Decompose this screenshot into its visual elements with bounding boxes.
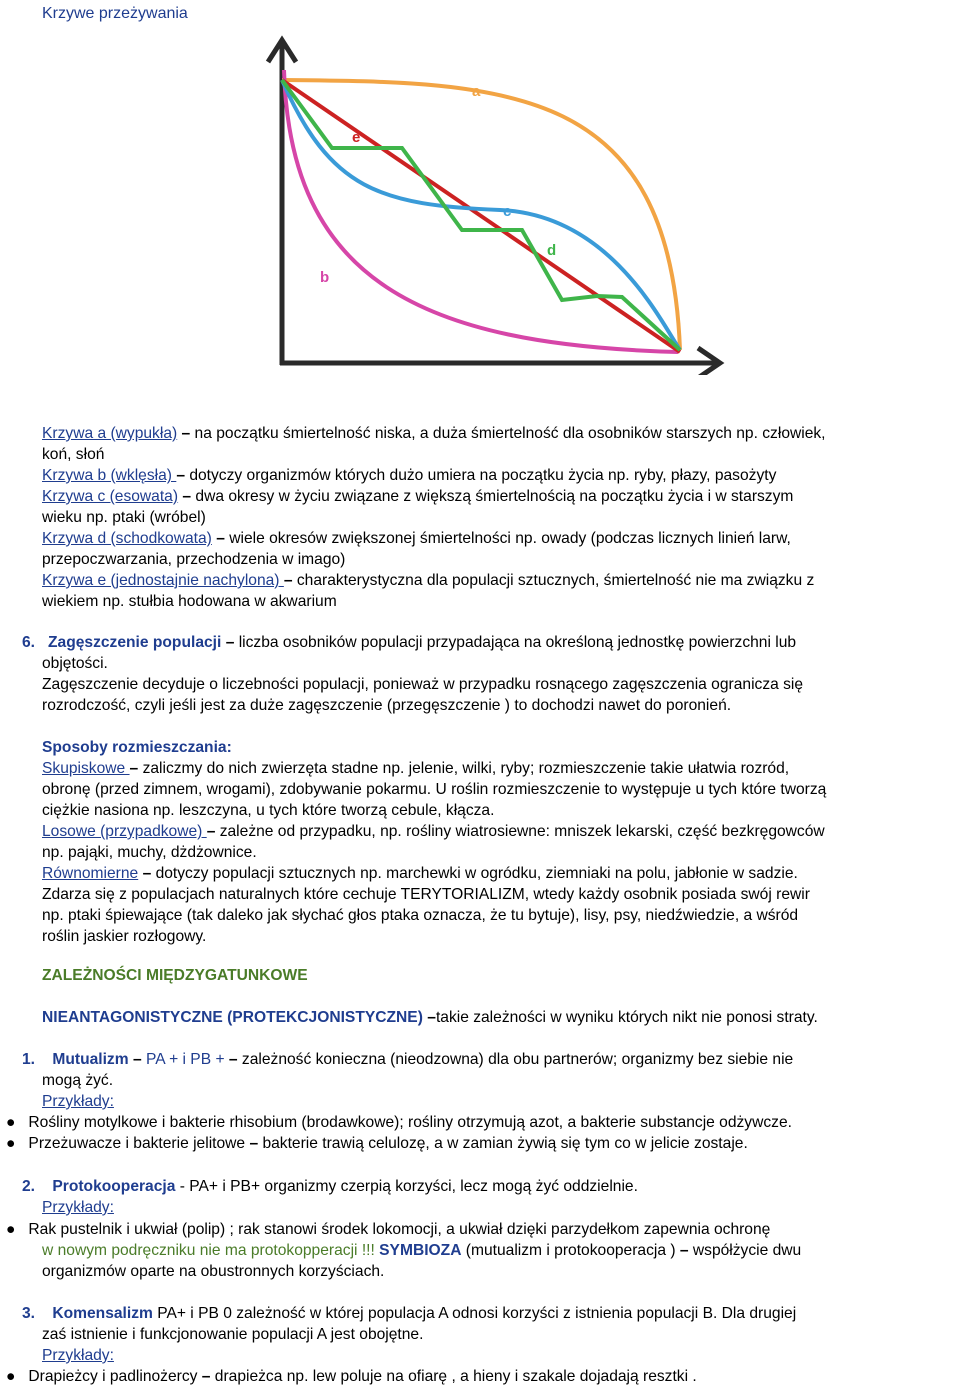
curve-c-term: Krzywa c (esowata): [42, 488, 179, 505]
protocoop-number: 2.: [22, 1178, 36, 1195]
commensal-cont: zaś istnienie i funkcjonowanie populacji A jest obojętne.: [42, 1326, 424, 1343]
bullet-icon: ●: [6, 1221, 16, 1238]
survival-curves-chart: [260, 30, 730, 375]
nonantagonistic-term: NIEANTAGONISTYCZNE (PROTEKCJONISTYCZNE): [42, 1009, 428, 1026]
mutualism-cont: mogą żyć.: [42, 1072, 114, 1089]
commensal-line: 3. Komensalizm PA+ i PB 0 zależność w której populacja A odnosi korzyści z istnienia populacji B. Dla drugiej: [22, 1305, 797, 1322]
protocoop-examples-label: Przykłady:: [42, 1199, 114, 1216]
curve-d-term: Krzywa d (schodkowata): [42, 530, 212, 547]
protocoop-example-1: ● Rak pustelnik i ukwiał (polip) ; rak stanowi środek lokomocji, a ukwiał dzięki parzydełkom zapewnia ochronę: [6, 1221, 771, 1238]
curve-e: [282, 80, 680, 352]
curve-c-cont: wieku np. ptaki (wróbel): [42, 509, 206, 526]
curve-label-d: d: [547, 242, 557, 259]
mutualism-example-1: ● Rośliny motylkowe i bakterie rhisobium (brodawkowe); rośliny otrzymują azot, a bakterie substancje odżywcze.: [6, 1114, 792, 1131]
curve-label-b: b: [320, 269, 330, 286]
mutualism-line: 1. Mutualizm – PA + i PB + – zależność konieczna (nieodzowna) dla obu partnerów; organizmy bez siebie nie: [22, 1051, 794, 1068]
clumped-line: Skupiskowe – zaliczmy do nich zwierzęta stadne np. jelenie, wilki, ryby; rozmieszczenie takie ułatwia rozród,: [42, 760, 790, 777]
clumped-term: Skupiskowe: [42, 760, 130, 777]
curve-c-line: Krzywa c (esowata) – dwa okresy w życiu związane z większą śmiertelnością na początku życia i w starszym: [42, 488, 794, 505]
curve-a-cont: koń, słoń: [42, 446, 105, 463]
curve-label-e: e: [352, 129, 361, 146]
mutualism-number: 1.: [22, 1051, 36, 1068]
bullet-icon: ●: [6, 1114, 16, 1131]
curve-d-line: Krzywa d (schodkowata) – wiele okresów zwiększonej śmiertelności np. owady (podczas licznych linień larw,: [42, 530, 791, 547]
curve-label-c: c: [503, 203, 512, 220]
uniform-line-4: roślin jaskier rozłogowy.: [42, 928, 207, 945]
page-title: Krzywe przeżywania: [42, 5, 188, 22]
mutualism-example-2: ● Przeżuwacze i bakterie jelitowe – bakterie trawią celulozę, a w zamian żywią się tym co w jelicie zostaje.: [6, 1135, 748, 1152]
clumped-line-3: ciężkie nasiona np. leszczyna, u tych które tworzą cebule, kłącza.: [42, 802, 495, 819]
section-6-cont: objętości.: [42, 655, 108, 672]
curve-e-term: Krzywa e (jednostajnie nachylona): [42, 572, 284, 589]
commensal-examples-label: Przykłady:: [42, 1347, 114, 1364]
bullet-icon: ●: [6, 1368, 16, 1385]
curve-label-a: a: [472, 83, 481, 100]
curve-b-line: Krzywa b (wklęsła) – dotyczy organizmów których dużo umiera na początku życia np. ryby, płazy, pasożyty: [42, 467, 777, 484]
section-6-number: 6.: [22, 634, 36, 651]
commensal-number: 3.: [22, 1305, 36, 1322]
symbiosis-cont: organizmów oparte na obustronnych korzyściach.: [42, 1263, 385, 1280]
uniform-line-3: np. ptaki śpiewające (tak daleko jak słychać głos ptaka oznacza, że tu bytuje), lisy, psy, niedźwiedzie, a wśród: [42, 907, 799, 924]
interspecies-heading: ZALEŻNOŚCI MIĘDZYGATUNKOWE: [42, 967, 308, 984]
curve-e-line: Krzywa e (jednostajnie nachylona) – charakterystyczna dla populacji sztucznych, śmiertelność nie ma związku z: [42, 572, 815, 589]
clumped-line-2: obronę (przed zimnem, wrogami), zdobywanie pokarmu. U roślin rozmieszczenie to występuje u tych które tworzą: [42, 781, 827, 798]
random-line: Losowe (przypadkowe) – zależne od przypadku, np. rośliny wiatrosiewne: mniszek lekarski, część bezkręgowców: [42, 823, 825, 840]
protocoop-note: w nowym podręczniku nie ma protokopperacji !!!: [42, 1242, 380, 1259]
section-6-p1: Zagęszczenie decyduje o liczebności populacji, ponieważ w przypadku rosnącego zagęszczenia ogranicza się: [42, 676, 804, 693]
section-6-p2: rozrodczość, czyli jeśli jest za duże zagęszczenie (przegęszczenie ) to dochodzi nawet do poronień.: [42, 697, 732, 714]
nonantagonistic-line: NIEANTAGONISTYCZNE (PROTEKCJONISTYCZNE) –takie zależności w wyniku których nikt nie ponosi straty.: [42, 1009, 818, 1026]
mutualism-examples-label: Przykłady:: [42, 1093, 114, 1110]
symbiosis-line: w nowym podręczniku nie ma protokopperacji !!! SYMBIOZA (mutualizm i protokooperacja ) – współżycie dwu: [42, 1242, 802, 1259]
curve-e-cont: wiekiem np. stułbia hodowana w akwarium: [42, 593, 337, 610]
protocoop-term: Protokooperacja: [52, 1178, 176, 1195]
section-6-line: 6. Zagęszczenie populacji – liczba osobników populacji przypadająca na określoną jednostkę powierzchni lub: [22, 634, 797, 651]
curve-a-term: Krzywa a (wypukła): [42, 425, 178, 442]
bullet-icon: ●: [6, 1135, 16, 1152]
uniform-term: Równomierne: [42, 865, 139, 882]
commensal-term: Komensalizm: [52, 1305, 153, 1322]
uniform-line: Równomierne – dotyczy populacji sztucznych np. marchewki w ogródku, ziemniaki na polu, jabłonie w sadzie.: [42, 865, 798, 882]
distribution-heading: Sposoby rozmieszczania:: [42, 739, 232, 756]
curve-b-term: Krzywa b (wklęsła): [42, 467, 177, 484]
curve-a-line: Krzywa a (wypukła) – na początku śmiertelność niska, a duża śmiertelność dla osobników starszych np. człowiek,: [42, 425, 826, 442]
mutualism-term: Mutualizm: [52, 1051, 133, 1068]
uniform-line-2: Zdarza się z populacjach naturalnych które cechuje TERYTORIALIZM, wtedy każdy osobnik posiada swój rewir: [42, 886, 810, 903]
curve-d-cont: przepoczwarzania, przechodzenia w imago): [42, 551, 346, 568]
random-line-2: np. pająki, muchy, dżdżownice.: [42, 844, 257, 861]
random-term: Losowe (przypadkowe): [42, 823, 207, 840]
symbiosis-term: SYMBIOZA: [379, 1242, 462, 1259]
protocoop-line: 2. Protokooperacja - PA+ i PB+ organizmy czerpią korzyści, lecz mogą żyć oddzielnie.: [22, 1178, 638, 1195]
section-6-term: Zagęszczenie populacji: [48, 634, 222, 651]
commensal-example-1: ● Drapieżcy i padlinożercy – drapieżca np. lew poluje na ofiarę , a hieny i szakale dojadają resztki .: [6, 1368, 697, 1385]
